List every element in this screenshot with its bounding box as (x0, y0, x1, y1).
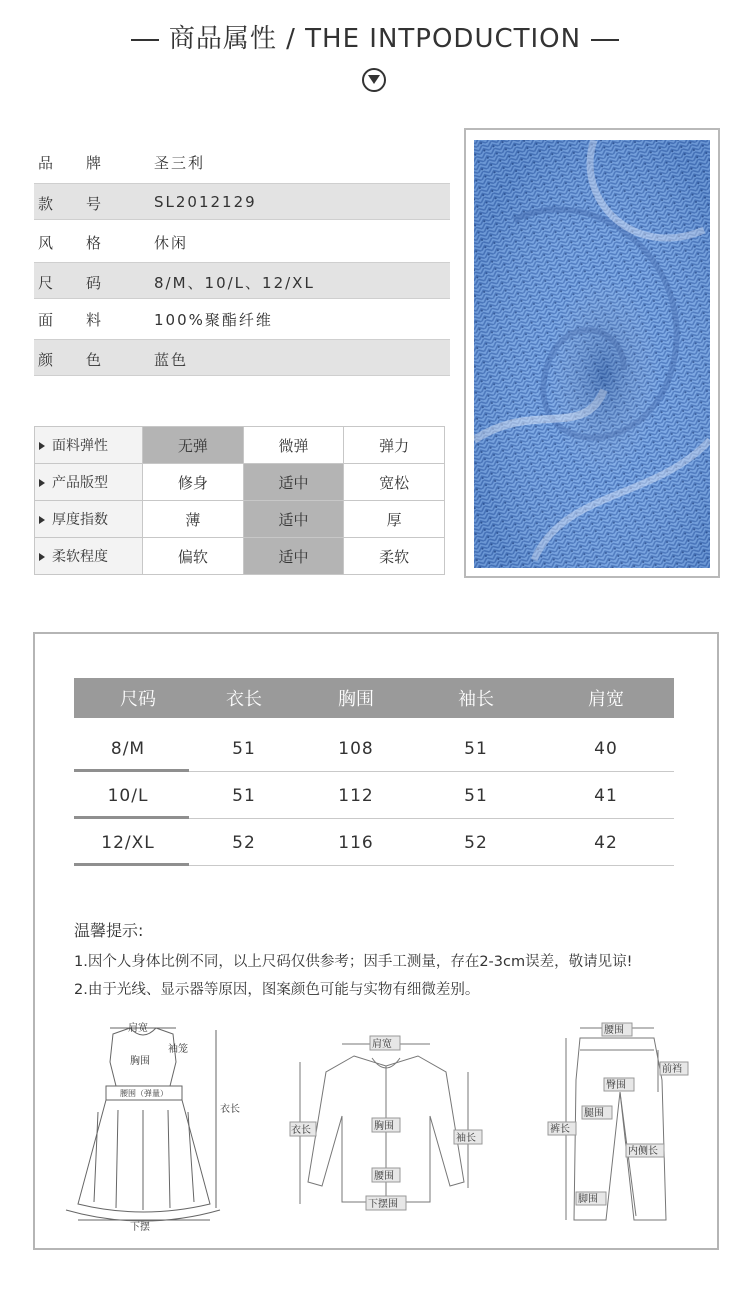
attribute-key-char-2: 号 (86, 195, 102, 213)
pants-rise-label: 前裆 (662, 1064, 682, 1075)
feature-option: 修身 (143, 464, 244, 501)
dress-chest-label: 胸围 (130, 1056, 150, 1067)
row-accent-bar (74, 816, 189, 819)
attribute-row (34, 143, 450, 180)
size-table-header (74, 678, 674, 718)
pants-inseam-label: 内侧长 (628, 1146, 658, 1157)
feature-label (35, 538, 143, 575)
feature-label (35, 501, 143, 538)
size-header-cell: 肩宽 (588, 689, 624, 710)
feature-option-selected: 无弹 (143, 427, 244, 464)
attribute-key-char-2: 牌 (86, 154, 102, 172)
caret-right-icon (39, 479, 45, 487)
shirt-hem-label: 下摆围 (368, 1199, 398, 1210)
chevron-down-icon (362, 68, 386, 92)
pants-measure-diagram (546, 1020, 696, 1230)
feature-option-selected: 适中 (243, 464, 344, 501)
attribute-key-char-2: 料 (86, 311, 102, 329)
dress-length-label: 衣长 (220, 1104, 240, 1115)
attribute-row (34, 262, 450, 299)
title-dash-left (131, 39, 159, 41)
shirt-measure-diagram (286, 1032, 486, 1216)
feature-option: 弹力 (344, 427, 445, 464)
size-header-cell: 袖长 (458, 689, 494, 710)
feature-label (35, 464, 143, 501)
size-cell: 52 (232, 833, 256, 853)
feature-label-text: 厚度指数 (52, 512, 108, 528)
attribute-row (34, 183, 450, 220)
size-cell: 108 (338, 739, 374, 759)
attribute-key-char-1: 风 (38, 234, 54, 252)
attribute-value: 圣三利 (154, 154, 206, 172)
feature-option: 偏软 (143, 538, 244, 575)
dress-armpit-label: 袖笼 (168, 1044, 188, 1055)
feature-option: 柔软 (344, 538, 445, 575)
attribute-value: 蓝色 (154, 351, 189, 369)
section-title-text: 商品属性 / THE INTPODUCTION (168, 24, 582, 54)
dress-measure-diagram (58, 1020, 248, 1232)
size-row (74, 726, 674, 772)
feature-row (35, 538, 445, 575)
attribute-key-char-1: 颜 (38, 351, 54, 369)
shirt-waist-label: 腰围 (374, 1171, 394, 1182)
attribute-value: SL2012129 (154, 193, 257, 211)
size-header-cell: 胸围 (338, 689, 374, 710)
size-cell: 8/M (110, 739, 146, 759)
size-cell: 40 (594, 739, 618, 759)
shirt-sleeve-label: 袖长 (456, 1133, 476, 1144)
attribute-value: 休闲 (154, 234, 189, 252)
attribute-row (34, 223, 450, 260)
feature-option: 微弹 (243, 427, 344, 464)
title-dash-right (591, 39, 619, 41)
attribute-key-char-1: 尺 (38, 274, 54, 292)
attribute-key-char-1: 品 (38, 154, 54, 172)
shirt-chest-label: 胸围 (374, 1121, 394, 1132)
attribute-key-char-2: 色 (86, 351, 102, 369)
caret-right-icon (39, 553, 45, 561)
feature-grid (34, 426, 445, 575)
section-title (0, 18, 750, 58)
tips-line-2: 2.由于光线、显示器等原因，图案颜色可能与实物有细微差别。 (74, 982, 480, 998)
attribute-key-char-2: 格 (86, 234, 102, 252)
attribute-value: 8/M、10/L、12/XL (154, 274, 315, 292)
size-cell: 42 (594, 833, 618, 853)
feature-option: 薄 (143, 501, 244, 538)
fabric-photo (464, 128, 720, 578)
attribute-key-char-1: 面 (38, 311, 54, 329)
feature-option-selected: 适中 (243, 501, 344, 538)
size-cell: 51 (232, 739, 256, 759)
size-cell: 116 (338, 833, 374, 853)
feature-option: 宽松 (344, 464, 445, 501)
size-cell: 52 (464, 833, 488, 853)
attribute-value: 100%聚酯纤维 (154, 311, 273, 329)
size-header-cell: 尺码 (120, 689, 156, 710)
feature-row (35, 464, 445, 501)
caret-right-icon (39, 442, 45, 450)
size-row (74, 820, 674, 866)
attribute-row (34, 339, 450, 376)
size-header-cell: 衣长 (226, 689, 262, 710)
dress-hem-label: 下摆 (130, 1222, 150, 1232)
size-cell: 41 (594, 786, 618, 806)
feature-row (35, 501, 445, 538)
feature-label-text: 产品版型 (52, 475, 108, 491)
attribute-key-char-1: 款 (38, 195, 54, 213)
pants-length-label: 裤长 (550, 1124, 570, 1135)
dress-shoulder-label: 肩宽 (128, 1023, 148, 1034)
pants-waist-label: 腰围 (604, 1025, 624, 1036)
size-cell: 51 (464, 739, 488, 759)
size-row (74, 773, 674, 819)
dress-waist-label: 腰围（弹量） (120, 1089, 168, 1098)
size-cell: 112 (338, 786, 374, 806)
feature-label-text: 柔软程度 (52, 549, 108, 565)
size-cell: 51 (464, 786, 488, 806)
caret-right-icon (39, 516, 45, 524)
pants-hip-label: 臀围 (606, 1080, 626, 1091)
size-cell: 10/L (107, 786, 149, 806)
feature-option-selected: 适中 (243, 538, 344, 575)
shirt-shoulder-label: 肩宽 (372, 1039, 392, 1050)
pants-thigh-label: 腿围 (584, 1108, 604, 1119)
feature-option: 厚 (344, 501, 445, 538)
feature-label-text: 面料弹性 (52, 438, 108, 454)
tips-title: 温馨提示: (74, 921, 144, 940)
shirt-length-label: 衣长 (291, 1125, 311, 1136)
tips-line-1: 1.因个人身体比例不同，以上尺码仅供参考；因手工测量，存在2-3cm误差，敬请见谅! (74, 954, 633, 970)
feature-row (35, 427, 445, 464)
attribute-key-char-2: 码 (86, 274, 102, 292)
feature-label (35, 427, 143, 464)
row-accent-bar (74, 769, 189, 772)
knit-fabric-image (474, 140, 710, 568)
row-accent-bar (74, 863, 189, 866)
size-cell: 51 (232, 786, 256, 806)
pants-foot-label: 脚围 (578, 1194, 598, 1205)
attribute-row (34, 300, 450, 337)
size-cell: 12/XL (101, 833, 155, 853)
